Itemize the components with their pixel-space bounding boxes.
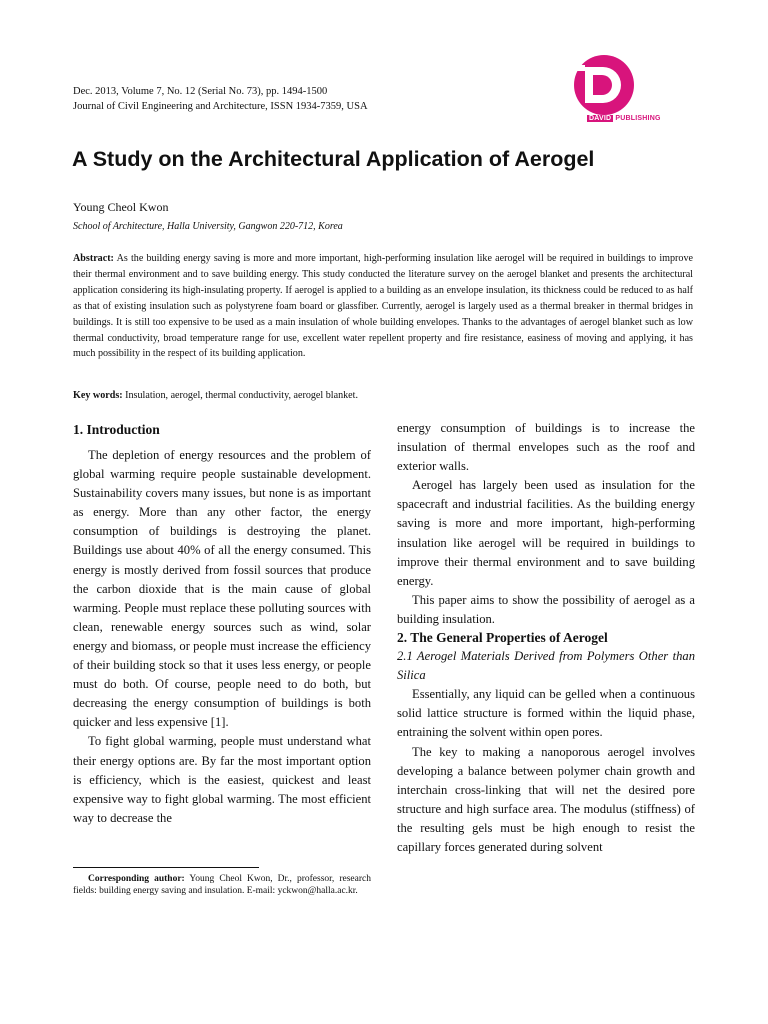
paragraph: Essentially, any liquid can be gelled when a continuous solid lattice structure is formed within the liquid phase, entraining the solvent within open pores. (397, 687, 695, 740)
logo-word-1: DAVID (589, 115, 612, 122)
subsection-heading: 2.1 Aerogel Materials Derived from Polymers Other than Silica (397, 649, 695, 683)
corresponding-author-footnote (73, 873, 371, 897)
footnote-label: Corresponding author: (88, 874, 185, 884)
footnote-text: Young Cheol Kwon, Dr., professor, research fields: building energy saving and insulation. E-mail: yckwon@halla.ac.kr. (73, 874, 371, 897)
footnote-divider (73, 867, 259, 868)
section-heading-introduction: 1. Introduction (73, 422, 160, 437)
journal-citation: Dec. 2013, Volume 7, No. 12 (Serial No. 73), pp. 1494-1500 (73, 86, 328, 97)
abstract-text: As the building energy saving is more and more important, high-performing insulation like aerogel will be required in buildings to improve their thermal environment and to save building energy. This study conducted the literature survey on the aerogel blanket and presents the architectural application considering its high-insulating property. If aerogel is applied to a building as an envelope insulation, its thickness could be reduced to as half as that of existing insulation such as polystyrene foam board or glassfiber. Currently, aerogel is largely used as a thermal breaker in thermal bridges in buildings. It is still too expensive to be used as a main insulation of whole building envelopes. Thanks to the advantages of aerogel blanket such as low thermal conductivity, broad temperature range for use, excellent water repellent property and fire resistance, easiness of moving and applying, it has much possibility in the respect of its building application. (73, 253, 693, 360)
logo-word-2: PUBLISHING (615, 115, 661, 122)
paragraph: This paper aims to show the possibility of aerogel as a building insulation. (397, 592, 695, 626)
paper-title: A Study on the Architectural Application of Aerogel (72, 147, 595, 171)
right-column (397, 419, 695, 857)
keywords-text: Insulation, aerogel, thermal conductivity, aerogel blanket. (122, 390, 358, 401)
paragraph: The depletion of energy resources and the problem of global warming require people sustainable development. Sustainability covers many issues, but none is as important as energy. More than any other factor, the energy consumption of buildings is destroying the planet. Buildings use about 40% of all the energy consumed. This energy is mostly derived from fossil sources that produce the carbon dioxide that is the main cause of global warming. People must replace these polluting sources with clean, renewable energy sources such as wind, solar energy and biomass, or people must increase the efficiency of their building stock so that it uses less energy, or people must do both. Of course, people need to do both, but decreasing the energy consumption of buildings is both quicker and less expensive [1]. (73, 448, 371, 730)
author-name: Young Cheol Kwon (73, 200, 169, 214)
paragraph: The key to making a nanoporous aerogel involves developing a balance between polymer chain growth and interchain cross-linking that will net the desired pore structure and high surface area. The modulus (stiffness) of the resulting gels must be high enough to resist the capillary forces generated during solvent (397, 744, 695, 854)
abstract (73, 251, 693, 362)
paragraph: energy consumption of buildings is to increase the insulation of thermal envelopes such as the roof and exterior walls. (397, 421, 695, 474)
abstract-label: Abstract: (73, 253, 114, 264)
section-heading-general-properties: 2. The General Properties of Aerogel (397, 630, 608, 646)
left-column (73, 446, 371, 828)
paragraph: Aerogel has largely been used as insulation for the spacecraft and industrial facilities. As the building energy saving is more and more important, high-performing insulation like aerogel will be required in buildings to improve their thermal environment and to save building energy. (397, 478, 695, 588)
journal-issn-line: Journal of Civil Engineering and Architecture, ISSN 1934-7359, USA (73, 101, 368, 112)
publisher-logo-text (587, 115, 661, 122)
paragraph: To fight global warming, people must understand what their energy options are. By far the most important option is efficiency, which is the easiest, quickest and least expensive way to fight global warming. The most efficient way to decrease the (73, 734, 371, 825)
author-affiliation: School of Architecture, Halla University, Gangwon 220-712, Korea (73, 221, 343, 232)
keywords-label: Key words: (73, 390, 123, 401)
keywords (73, 388, 693, 403)
